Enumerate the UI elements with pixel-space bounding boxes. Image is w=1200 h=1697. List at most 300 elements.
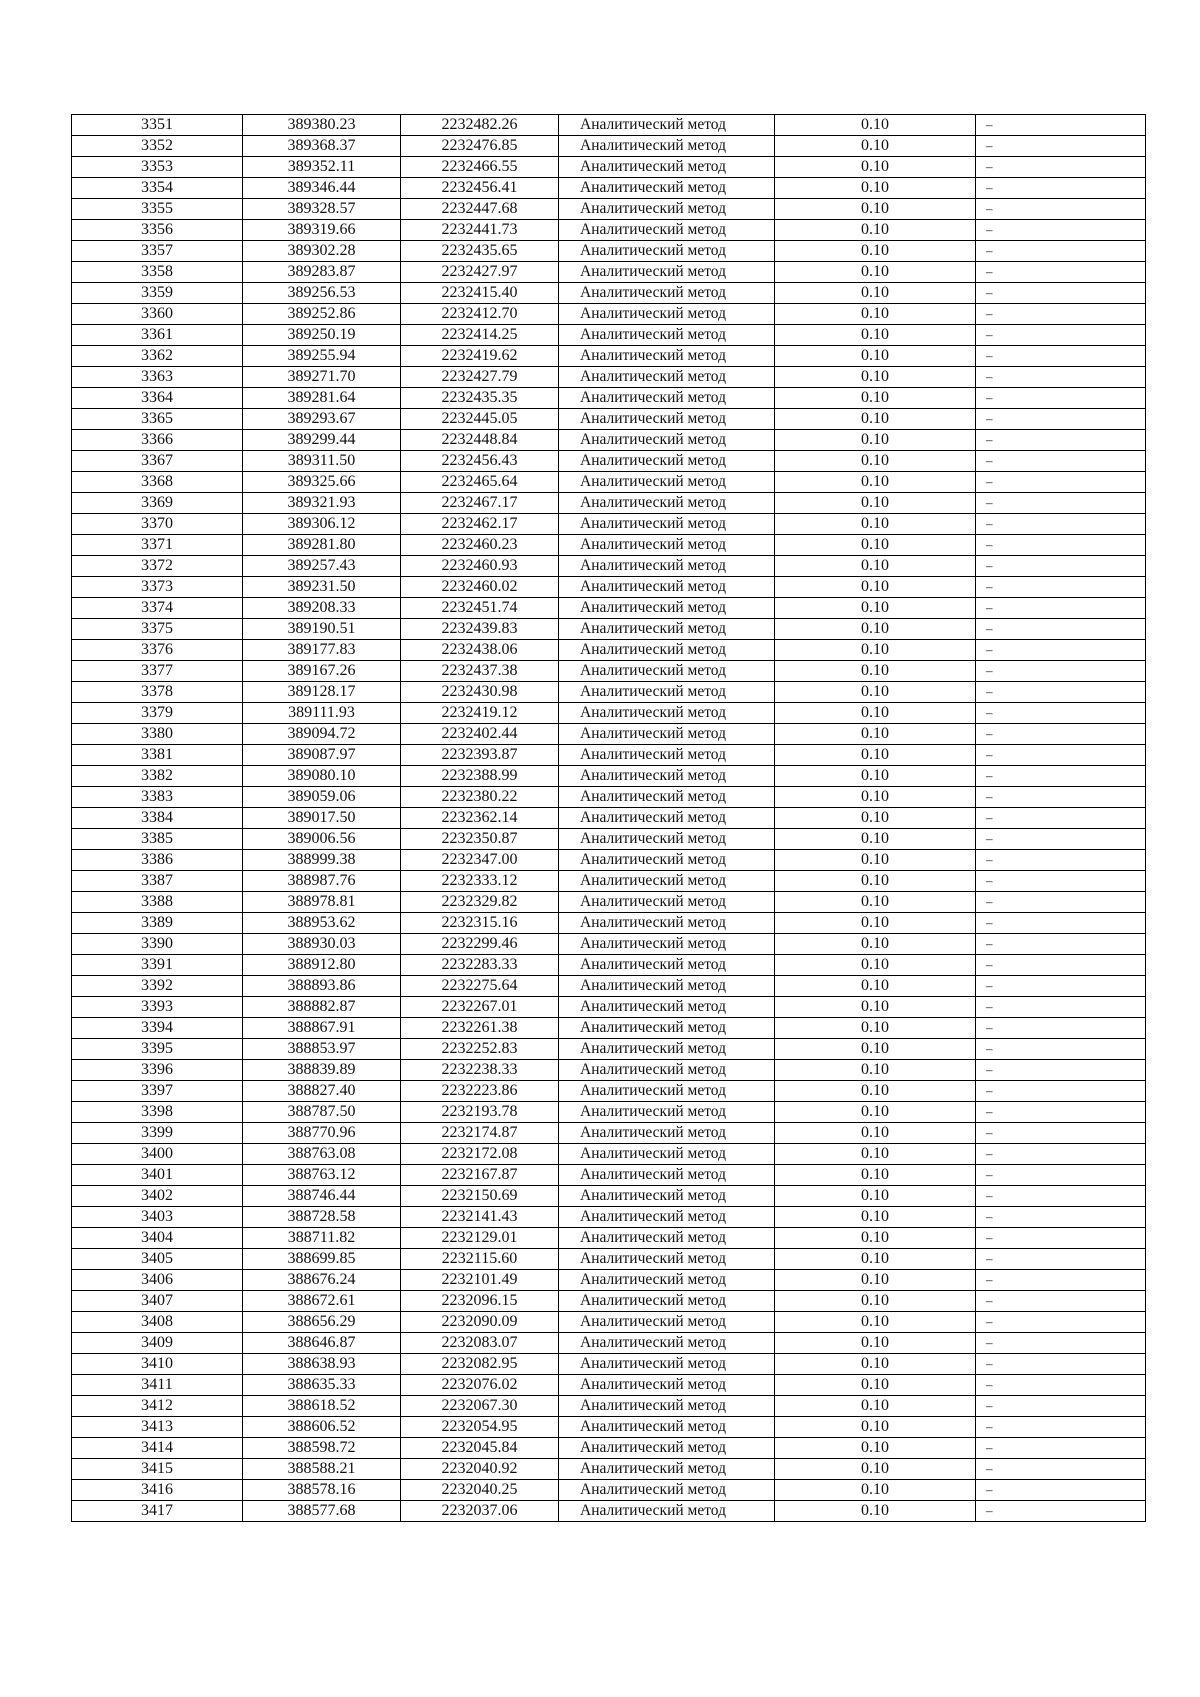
method-cell: Аналитический метод xyxy=(559,745,775,766)
point-number-cell: 3408 xyxy=(72,1312,243,1333)
accuracy-cell: 0.10 xyxy=(775,1480,976,1501)
y-coordinate-cell: 2232083.07 xyxy=(401,1333,559,1354)
point-number-cell: 3412 xyxy=(72,1396,243,1417)
x-coordinate-cell: 389311.50 xyxy=(243,451,401,472)
y-coordinate-cell: 2232082.95 xyxy=(401,1354,559,1375)
point-number-cell: 3380 xyxy=(72,724,243,745)
x-coordinate-cell: 389380.23 xyxy=(243,115,401,136)
method-cell: Аналитический метод xyxy=(559,850,775,871)
x-coordinate-cell: 389368.37 xyxy=(243,136,401,157)
y-coordinate-cell: 2232448.84 xyxy=(401,430,559,451)
x-coordinate-cell: 388987.76 xyxy=(243,871,401,892)
table-row xyxy=(72,661,1146,682)
y-coordinate-cell: 2232347.00 xyxy=(401,850,559,871)
point-number-cell: 3399 xyxy=(72,1123,243,1144)
y-coordinate-cell: 2232445.05 xyxy=(401,409,559,430)
table-row xyxy=(72,745,1146,766)
y-coordinate-cell: 2232415.40 xyxy=(401,283,559,304)
y-coordinate-cell: 2232350.87 xyxy=(401,829,559,850)
x-coordinate-cell: 388578.16 xyxy=(243,1480,401,1501)
y-coordinate-cell: 2232299.46 xyxy=(401,934,559,955)
point-number-cell: 3403 xyxy=(72,1207,243,1228)
table-row xyxy=(72,1396,1146,1417)
method-cell: Аналитический метод xyxy=(559,1249,775,1270)
x-coordinate-cell: 388839.89 xyxy=(243,1060,401,1081)
x-coordinate-cell: 389281.80 xyxy=(243,535,401,556)
note-cell: – xyxy=(976,1060,1146,1081)
accuracy-cell: 0.10 xyxy=(775,1312,976,1333)
coordinates-table xyxy=(71,114,1146,1522)
table-row xyxy=(72,283,1146,304)
x-coordinate-cell: 388618.52 xyxy=(243,1396,401,1417)
accuracy-cell: 0.10 xyxy=(775,556,976,577)
table-row xyxy=(72,1039,1146,1060)
point-number-cell: 3388 xyxy=(72,892,243,913)
accuracy-cell: 0.10 xyxy=(775,871,976,892)
point-number-cell: 3384 xyxy=(72,808,243,829)
method-cell: Аналитический метод xyxy=(559,1165,775,1186)
accuracy-cell: 0.10 xyxy=(775,409,976,430)
y-coordinate-cell: 2232275.64 xyxy=(401,976,559,997)
y-coordinate-cell: 2232460.93 xyxy=(401,556,559,577)
accuracy-cell: 0.10 xyxy=(775,724,976,745)
accuracy-cell: 0.10 xyxy=(775,535,976,556)
note-cell: – xyxy=(976,157,1146,178)
method-cell: Аналитический метод xyxy=(559,388,775,409)
table-row xyxy=(72,619,1146,640)
note-cell: – xyxy=(976,1186,1146,1207)
x-coordinate-cell: 389128.17 xyxy=(243,682,401,703)
accuracy-cell: 0.10 xyxy=(775,388,976,409)
x-coordinate-cell: 388577.68 xyxy=(243,1501,401,1522)
note-cell: – xyxy=(976,1291,1146,1312)
accuracy-cell: 0.10 xyxy=(775,808,976,829)
table-row xyxy=(72,199,1146,220)
y-coordinate-cell: 2232129.01 xyxy=(401,1228,559,1249)
x-coordinate-cell: 388638.93 xyxy=(243,1354,401,1375)
y-coordinate-cell: 2232460.23 xyxy=(401,535,559,556)
point-number-cell: 3362 xyxy=(72,346,243,367)
table-row xyxy=(72,787,1146,808)
table-row xyxy=(72,598,1146,619)
table-row xyxy=(72,1081,1146,1102)
table-row xyxy=(72,1312,1146,1333)
method-cell: Аналитический метод xyxy=(559,115,775,136)
x-coordinate-cell: 389306.12 xyxy=(243,514,401,535)
note-cell: – xyxy=(976,493,1146,514)
method-cell: Аналитический метод xyxy=(559,1123,775,1144)
point-number-cell: 3391 xyxy=(72,955,243,976)
point-number-cell: 3397 xyxy=(72,1081,243,1102)
note-cell: – xyxy=(976,535,1146,556)
note-cell: – xyxy=(976,178,1146,199)
accuracy-cell: 0.10 xyxy=(775,1039,976,1060)
method-cell: Аналитический метод xyxy=(559,556,775,577)
table-row xyxy=(72,1438,1146,1459)
method-cell: Аналитический метод xyxy=(559,1375,775,1396)
y-coordinate-cell: 2232476.85 xyxy=(401,136,559,157)
table-row xyxy=(72,1207,1146,1228)
table-row xyxy=(72,388,1146,409)
note-cell: – xyxy=(976,199,1146,220)
accuracy-cell: 0.10 xyxy=(775,199,976,220)
x-coordinate-cell: 388598.72 xyxy=(243,1438,401,1459)
table-row xyxy=(72,1480,1146,1501)
method-cell: Аналитический метод xyxy=(559,913,775,934)
x-coordinate-cell: 388912.80 xyxy=(243,955,401,976)
note-cell: – xyxy=(976,1249,1146,1270)
note-cell: – xyxy=(976,388,1146,409)
accuracy-cell: 0.10 xyxy=(775,136,976,157)
x-coordinate-cell: 389293.67 xyxy=(243,409,401,430)
method-cell: Аналитический метод xyxy=(559,934,775,955)
method-cell: Аналитический метод xyxy=(559,1060,775,1081)
y-coordinate-cell: 2232238.33 xyxy=(401,1060,559,1081)
method-cell: Аналитический метод xyxy=(559,1144,775,1165)
table-row xyxy=(72,1291,1146,1312)
method-cell: Аналитический метод xyxy=(559,829,775,850)
point-number-cell: 3369 xyxy=(72,493,243,514)
y-coordinate-cell: 2232193.78 xyxy=(401,1102,559,1123)
note-cell: – xyxy=(976,325,1146,346)
x-coordinate-cell: 388635.33 xyxy=(243,1375,401,1396)
x-coordinate-cell: 388930.03 xyxy=(243,934,401,955)
x-coordinate-cell: 388787.50 xyxy=(243,1102,401,1123)
note-cell: – xyxy=(976,1354,1146,1375)
point-number-cell: 3385 xyxy=(72,829,243,850)
table-row xyxy=(72,535,1146,556)
y-coordinate-cell: 2232402.44 xyxy=(401,724,559,745)
point-number-cell: 3401 xyxy=(72,1165,243,1186)
note-cell: – xyxy=(976,262,1146,283)
x-coordinate-cell: 389177.83 xyxy=(243,640,401,661)
accuracy-cell: 0.10 xyxy=(775,1501,976,1522)
x-coordinate-cell: 388728.58 xyxy=(243,1207,401,1228)
point-number-cell: 3359 xyxy=(72,283,243,304)
method-cell: Аналитический метод xyxy=(559,157,775,178)
table-row xyxy=(72,1459,1146,1480)
table-row xyxy=(72,493,1146,514)
note-cell: – xyxy=(976,703,1146,724)
point-number-cell: 3361 xyxy=(72,325,243,346)
point-number-cell: 3378 xyxy=(72,682,243,703)
method-cell: Аналитический метод xyxy=(559,493,775,514)
accuracy-cell: 0.10 xyxy=(775,1144,976,1165)
note-cell: – xyxy=(976,1312,1146,1333)
y-coordinate-cell: 2232393.87 xyxy=(401,745,559,766)
method-cell: Аналитический метод xyxy=(559,199,775,220)
x-coordinate-cell: 389325.66 xyxy=(243,472,401,493)
point-number-cell: 3417 xyxy=(72,1501,243,1522)
y-coordinate-cell: 2232427.79 xyxy=(401,367,559,388)
point-number-cell: 3374 xyxy=(72,598,243,619)
point-number-cell: 3356 xyxy=(72,220,243,241)
method-cell: Аналитический метод xyxy=(559,220,775,241)
table-row xyxy=(72,766,1146,787)
table-row xyxy=(72,1102,1146,1123)
note-cell: – xyxy=(976,808,1146,829)
y-coordinate-cell: 2232465.64 xyxy=(401,472,559,493)
table-row xyxy=(72,451,1146,472)
x-coordinate-cell: 389017.50 xyxy=(243,808,401,829)
x-coordinate-cell: 388646.87 xyxy=(243,1333,401,1354)
accuracy-cell: 0.10 xyxy=(775,787,976,808)
table-row xyxy=(72,1249,1146,1270)
method-cell: Аналитический метод xyxy=(559,682,775,703)
note-cell: – xyxy=(976,1123,1146,1144)
point-number-cell: 3404 xyxy=(72,1228,243,1249)
accuracy-cell: 0.10 xyxy=(775,934,976,955)
table-row xyxy=(72,367,1146,388)
x-coordinate-cell: 388711.82 xyxy=(243,1228,401,1249)
method-cell: Аналитический метод xyxy=(559,178,775,199)
x-coordinate-cell: 389252.86 xyxy=(243,304,401,325)
note-cell: – xyxy=(976,892,1146,913)
y-coordinate-cell: 2232456.41 xyxy=(401,178,559,199)
accuracy-cell: 0.10 xyxy=(775,766,976,787)
method-cell: Аналитический метод xyxy=(559,976,775,997)
method-cell: Аналитический метод xyxy=(559,367,775,388)
point-number-cell: 3379 xyxy=(72,703,243,724)
method-cell: Аналитический метод xyxy=(559,1438,775,1459)
accuracy-cell: 0.10 xyxy=(775,997,976,1018)
y-coordinate-cell: 2232441.73 xyxy=(401,220,559,241)
y-coordinate-cell: 2232427.97 xyxy=(401,262,559,283)
table-row xyxy=(72,1165,1146,1186)
accuracy-cell: 0.10 xyxy=(775,1459,976,1480)
accuracy-cell: 0.10 xyxy=(775,178,976,199)
note-cell: – xyxy=(976,1228,1146,1249)
note-cell: – xyxy=(976,367,1146,388)
method-cell: Аналитический метод xyxy=(559,1270,775,1291)
note-cell: – xyxy=(976,1438,1146,1459)
point-number-cell: 3377 xyxy=(72,661,243,682)
y-coordinate-cell: 2232451.74 xyxy=(401,598,559,619)
point-number-cell: 3390 xyxy=(72,934,243,955)
accuracy-cell: 0.10 xyxy=(775,976,976,997)
accuracy-cell: 0.10 xyxy=(775,829,976,850)
x-coordinate-cell: 388882.87 xyxy=(243,997,401,1018)
note-cell: – xyxy=(976,1207,1146,1228)
point-number-cell: 3396 xyxy=(72,1060,243,1081)
method-cell: Аналитический метод xyxy=(559,514,775,535)
point-number-cell: 3394 xyxy=(72,1018,243,1039)
note-cell: – xyxy=(976,220,1146,241)
x-coordinate-cell: 388656.29 xyxy=(243,1312,401,1333)
note-cell: – xyxy=(976,997,1146,1018)
method-cell: Аналитический метод xyxy=(559,703,775,724)
y-coordinate-cell: 2232045.84 xyxy=(401,1438,559,1459)
y-coordinate-cell: 2232174.87 xyxy=(401,1123,559,1144)
note-cell: – xyxy=(976,955,1146,976)
table-row xyxy=(72,1018,1146,1039)
method-cell: Аналитический метод xyxy=(559,304,775,325)
table-row xyxy=(72,1186,1146,1207)
y-coordinate-cell: 2232223.86 xyxy=(401,1081,559,1102)
table-row xyxy=(72,577,1146,598)
accuracy-cell: 0.10 xyxy=(775,577,976,598)
point-number-cell: 3357 xyxy=(72,241,243,262)
accuracy-cell: 0.10 xyxy=(775,514,976,535)
note-cell: – xyxy=(976,1081,1146,1102)
table-row xyxy=(72,178,1146,199)
method-cell: Аналитический метод xyxy=(559,1207,775,1228)
accuracy-cell: 0.10 xyxy=(775,157,976,178)
method-cell: Аналитический метод xyxy=(559,1333,775,1354)
note-cell: – xyxy=(976,1144,1146,1165)
x-coordinate-cell: 389346.44 xyxy=(243,178,401,199)
table-row xyxy=(72,703,1146,724)
method-cell: Аналитический метод xyxy=(559,346,775,367)
x-coordinate-cell: 389255.94 xyxy=(243,346,401,367)
table-row xyxy=(72,976,1146,997)
point-number-cell: 3387 xyxy=(72,871,243,892)
point-number-cell: 3376 xyxy=(72,640,243,661)
table-row xyxy=(72,955,1146,976)
x-coordinate-cell: 388853.97 xyxy=(243,1039,401,1060)
table-row xyxy=(72,1060,1146,1081)
y-coordinate-cell: 2232438.06 xyxy=(401,640,559,661)
note-cell: – xyxy=(976,1375,1146,1396)
accuracy-cell: 0.10 xyxy=(775,892,976,913)
x-coordinate-cell: 389006.56 xyxy=(243,829,401,850)
x-coordinate-cell: 389271.70 xyxy=(243,367,401,388)
point-number-cell: 3414 xyxy=(72,1438,243,1459)
y-coordinate-cell: 2232101.49 xyxy=(401,1270,559,1291)
table-row xyxy=(72,409,1146,430)
x-coordinate-cell: 389080.10 xyxy=(243,766,401,787)
x-coordinate-cell: 388770.96 xyxy=(243,1123,401,1144)
accuracy-cell: 0.10 xyxy=(775,1270,976,1291)
accuracy-cell: 0.10 xyxy=(775,1249,976,1270)
accuracy-cell: 0.10 xyxy=(775,1417,976,1438)
note-cell: – xyxy=(976,766,1146,787)
accuracy-cell: 0.10 xyxy=(775,913,976,934)
table-row xyxy=(72,1417,1146,1438)
y-coordinate-cell: 2232388.99 xyxy=(401,766,559,787)
point-number-cell: 3405 xyxy=(72,1249,243,1270)
table-row xyxy=(72,682,1146,703)
method-cell: Аналитический метод xyxy=(559,262,775,283)
note-cell: – xyxy=(976,787,1146,808)
point-number-cell: 3411 xyxy=(72,1375,243,1396)
x-coordinate-cell: 388867.91 xyxy=(243,1018,401,1039)
table-row xyxy=(72,430,1146,451)
accuracy-cell: 0.10 xyxy=(775,367,976,388)
method-cell: Аналитический метод xyxy=(559,1291,775,1312)
x-coordinate-cell: 389352.11 xyxy=(243,157,401,178)
accuracy-cell: 0.10 xyxy=(775,850,976,871)
method-cell: Аналитический метод xyxy=(559,1039,775,1060)
method-cell: Аналитический метод xyxy=(559,1186,775,1207)
method-cell: Аналитический метод xyxy=(559,1354,775,1375)
table-row xyxy=(72,1228,1146,1249)
note-cell: – xyxy=(976,661,1146,682)
y-coordinate-cell: 2232172.08 xyxy=(401,1144,559,1165)
y-coordinate-cell: 2232435.65 xyxy=(401,241,559,262)
y-coordinate-cell: 2232150.69 xyxy=(401,1186,559,1207)
method-cell: Аналитический метод xyxy=(559,1018,775,1039)
point-number-cell: 3375 xyxy=(72,619,243,640)
method-cell: Аналитический метод xyxy=(559,451,775,472)
accuracy-cell: 0.10 xyxy=(775,1165,976,1186)
method-cell: Аналитический метод xyxy=(559,1480,775,1501)
accuracy-cell: 0.10 xyxy=(775,304,976,325)
x-coordinate-cell: 389283.87 xyxy=(243,262,401,283)
point-number-cell: 3352 xyxy=(72,136,243,157)
accuracy-cell: 0.10 xyxy=(775,472,976,493)
note-cell: – xyxy=(976,745,1146,766)
accuracy-cell: 0.10 xyxy=(775,493,976,514)
note-cell: – xyxy=(976,829,1146,850)
method-cell: Аналитический метод xyxy=(559,283,775,304)
table-row xyxy=(72,934,1146,955)
x-coordinate-cell: 389250.19 xyxy=(243,325,401,346)
method-cell: Аналитический метод xyxy=(559,409,775,430)
note-cell: – xyxy=(976,724,1146,745)
method-cell: Аналитический метод xyxy=(559,661,775,682)
note-cell: – xyxy=(976,451,1146,472)
method-cell: Аналитический метод xyxy=(559,1396,775,1417)
point-number-cell: 3353 xyxy=(72,157,243,178)
y-coordinate-cell: 2232435.35 xyxy=(401,388,559,409)
y-coordinate-cell: 2232456.43 xyxy=(401,451,559,472)
accuracy-cell: 0.10 xyxy=(775,661,976,682)
y-coordinate-cell: 2232333.12 xyxy=(401,871,559,892)
y-coordinate-cell: 2232040.25 xyxy=(401,1480,559,1501)
note-cell: – xyxy=(976,871,1146,892)
accuracy-cell: 0.10 xyxy=(775,1333,976,1354)
point-number-cell: 3354 xyxy=(72,178,243,199)
accuracy-cell: 0.10 xyxy=(775,745,976,766)
accuracy-cell: 0.10 xyxy=(775,262,976,283)
accuracy-cell: 0.10 xyxy=(775,1186,976,1207)
y-coordinate-cell: 2232267.01 xyxy=(401,997,559,1018)
method-cell: Аналитический метод xyxy=(559,136,775,157)
method-cell: Аналитический метод xyxy=(559,787,775,808)
point-number-cell: 3407 xyxy=(72,1291,243,1312)
table-row xyxy=(72,241,1146,262)
x-coordinate-cell: 389094.72 xyxy=(243,724,401,745)
table-row xyxy=(72,724,1146,745)
x-coordinate-cell: 389231.50 xyxy=(243,577,401,598)
y-coordinate-cell: 2232380.22 xyxy=(401,787,559,808)
point-number-cell: 3368 xyxy=(72,472,243,493)
y-coordinate-cell: 2232037.06 xyxy=(401,1501,559,1522)
method-cell: Аналитический метод xyxy=(559,871,775,892)
accuracy-cell: 0.10 xyxy=(775,1438,976,1459)
table-row xyxy=(72,1375,1146,1396)
point-number-cell: 3410 xyxy=(72,1354,243,1375)
y-coordinate-cell: 2232430.98 xyxy=(401,682,559,703)
method-cell: Аналитический метод xyxy=(559,1501,775,1522)
note-cell: – xyxy=(976,640,1146,661)
table-row xyxy=(72,304,1146,325)
table-row xyxy=(72,1123,1146,1144)
x-coordinate-cell: 388763.12 xyxy=(243,1165,401,1186)
note-cell: – xyxy=(976,1039,1146,1060)
accuracy-cell: 0.10 xyxy=(775,598,976,619)
point-number-cell: 3409 xyxy=(72,1333,243,1354)
x-coordinate-cell: 388978.81 xyxy=(243,892,401,913)
x-coordinate-cell: 388672.61 xyxy=(243,1291,401,1312)
y-coordinate-cell: 2232412.70 xyxy=(401,304,559,325)
method-cell: Аналитический метод xyxy=(559,1228,775,1249)
table-body xyxy=(72,115,1146,1522)
accuracy-cell: 0.10 xyxy=(775,1207,976,1228)
note-cell: – xyxy=(976,136,1146,157)
x-coordinate-cell: 388676.24 xyxy=(243,1270,401,1291)
